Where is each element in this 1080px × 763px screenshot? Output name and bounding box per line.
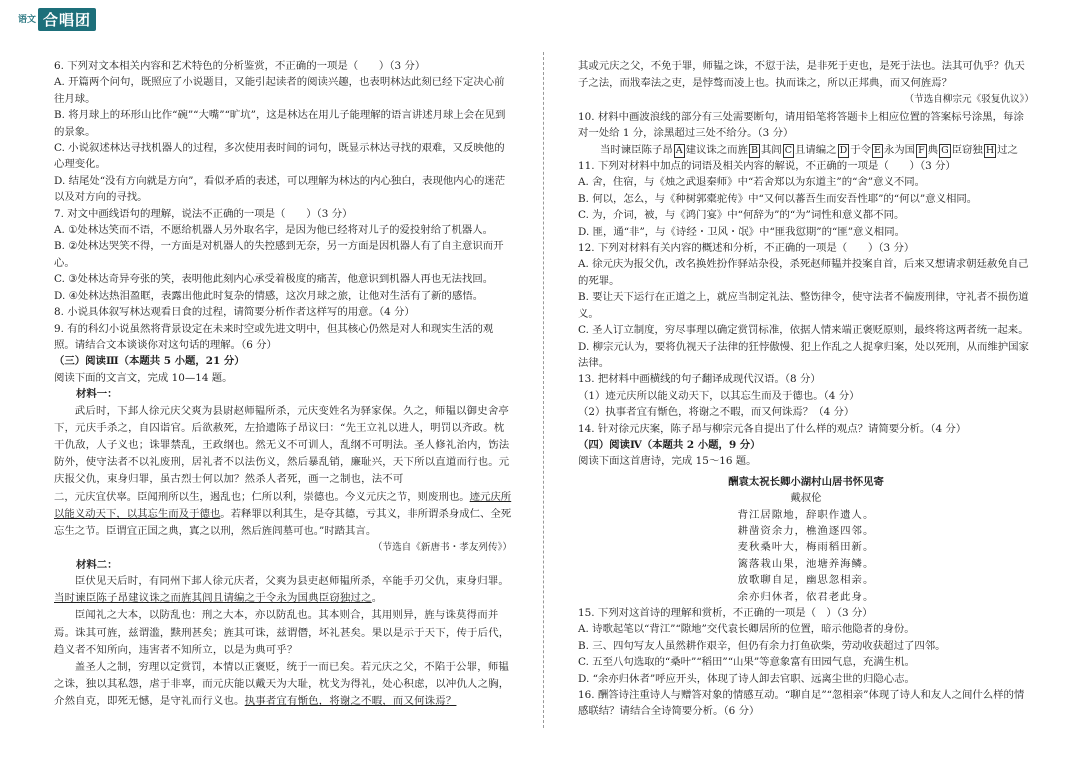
- q10: 10. 材料中画波浪线的部分有三处需要断句，请用铅笔将答题卡上相应位置的答案标号涂黑，每涂对一处给 1 分，涂黑超过三处不给分。（3 分）: [578, 110, 1024, 140]
- q10-mark-a: A: [675, 144, 683, 156]
- q15-option-d: D. “余亦归休者”呼应开头，体现了诗人卸去官职、远离尘世的归隐心志。: [578, 672, 915, 685]
- material-2-text-c: 盖圣人之制，穷理以定赏罚，本情以正褒贬，统于一而已矣。若元庆之父，不陷于公罪，师韫之诛，独以其私怨，虐于非辜，而元庆能以戴天为大耻，枕戈为得礼，处心积虑，以冲仇人之胸，介然自克，即死无憾，是守礼而行义也。: [54, 660, 510, 708]
- q8: 8. 小说具体叙写林达观看日食的过程，请简要分析作者这样写的用意。（4 分）: [54, 306, 415, 319]
- q11-option-a: A. 舍，住宿，与《烛之武退秦师》中“若舍郑以为东道主”的“舍”意义不同。: [578, 176, 926, 189]
- material-2-paragraph-2: 臣闻礼之大本，以防乱也：刑之大本，亦以防乱也。其本则合，其用则异，旌与诛莫得而并焉。诛其可旌，兹谓滥，黩刑甚矣；旌其可诛，兹谓僭，坏礼甚矣。果以是示于天下，传于后代，趋义者不知所向，违害者不知所立，以是为典可乎？: [54, 609, 510, 656]
- q10-seg-8: 臣窃独: [951, 143, 983, 156]
- material-2-text-b: 。: [371, 592, 383, 605]
- q10-seg-5: 于令: [850, 143, 871, 156]
- column-divider: [543, 52, 544, 728]
- q12-option-b: B. 要让天下运行在正道之上，就应当制定礼法、整饬律令，使守法者不偏废刑律，守礼者不损伤道义。: [578, 291, 1029, 320]
- q11-stem: 11. 下列对材料中加点的词语及相关内容的解说，不正确的一项是（ ）（3 分）: [578, 160, 956, 173]
- poem-line: 放歌聊自足，幽思忽相亲。: [737, 574, 875, 587]
- q10-seg-6: 永为国: [883, 143, 916, 156]
- material-1-underline-lead: 迹: [469, 490, 481, 503]
- q6-option-b: B. 将月球上的环形山比作“碗”“大嘴”“旷坑”，这是林达在用儿子能理解的语言讲述月球上会在见到的景象。: [54, 109, 506, 138]
- material-2-paragraph-3: [54, 659, 512, 711]
- q10-mark-c: C: [784, 144, 792, 156]
- q14: 14. 针对徐元庆案，陈子昂与柳宗元各自提出了什么样的观点？请简要分析。（4 分）: [578, 422, 967, 435]
- q10-mark-h: H: [985, 144, 995, 156]
- q15-option-b: B. 三、四句写友人虽然耕作艰辛，但仍有余力打鱼砍柴，劳动收获超过了四邻。: [578, 639, 946, 652]
- q13-part-2: （2）执事者宜有惭色，将谢之不暇，而又何诛焉？（4 分）: [578, 406, 855, 419]
- section-3-heading: （三）阅读Ⅲ（本题共 5 小题，21 分）: [54, 355, 245, 368]
- q10-mark-e: E: [873, 144, 881, 156]
- material-1-source: （节选自《新唐书・孝友列传》）: [372, 542, 512, 554]
- q10-mark-d: D: [839, 144, 848, 156]
- material-2-text-a: 臣伏见天后时，有同州下邽人徐元庆者，父爽为县吏赵师韫所杀，卒能手刃父仇，束身归罪。: [74, 574, 510, 587]
- q6-stem: 6. 下列对文本相关内容和艺术特色的分析鉴赏，不正确的一项是（ ）（3 分）: [54, 60, 426, 72]
- logo-main-text: 合唱团: [38, 8, 96, 31]
- q12-stem: 12. 下列对材料有关内容的概述和分析，不正确的一项是（ ）（3 分）: [578, 242, 915, 255]
- material-2-continuation: 其或元庆之父，不免于罪，师韫之诛，不愆于法，是非死于吏也，是死于法也。法其可仇乎？仇天子之法，而戕奉法之吏，是悖骜而凌上也。执而诛之，所以正邦典，而又何旌焉？: [578, 60, 1025, 90]
- poem-author: 戴叔伦: [790, 492, 822, 505]
- q12-option-d: D. 柳宗元认为，要将仇视天子法律的狂悖傲慢、犯上作乱之人捉拿归案，处以死刑，从而维护国家法律。: [578, 340, 1029, 369]
- q12-option-c: C. 圣人订立制度，穷尽事理以确定赏罚标准，依据人情来端正褒贬原则，最终将这两者统一起来。: [578, 324, 1029, 337]
- poem-line: 麦秋桑叶大，梅雨稻田新。: [737, 541, 875, 554]
- q12-option-a: A. 徐元庆为报父仇，改名换姓扮作驿站杂役，杀死赵师韫并投案自首，后来又想请求朝廷赦免自己的死罪。: [578, 258, 1029, 287]
- material-2-underlined-sentence: 执事者宜有惭色，将谢之不暇，而又何诛焉？: [244, 695, 457, 708]
- material-2-source: （节选自柳宗元《驳复仇议》）: [904, 94, 1034, 106]
- q10-seg-3: 其闾: [760, 143, 782, 156]
- q15-stem: 15. 下列对这首诗的理解和赏析，不正确的一项是（ ）（3 分）: [578, 607, 873, 619]
- q10-seg-9: 过之: [997, 143, 1018, 156]
- q15-option-c: C. 五至八句选取的“桑叶”“稻田”“山果”等意象富有田园气息，充满生机。: [578, 656, 915, 669]
- q7-option-b: B. ②处林达哭笑不得，一方面是对机器人的失控感到无奈，另一方面是因机器人有了自主意识而开心。: [54, 240, 504, 269]
- material-1-text-a: 二，元庆宜伏辜。臣闻刑所以生，遏乱也；仁所以利，崇德也。今义元庆之节，则废刑也。: [54, 490, 470, 503]
- q10-seg-4: 且请编之: [795, 143, 837, 156]
- q6-option-d: D. 结尾处“没有方向就是方向”，看似矛盾的表述，可以理解为林达的内心独白，表现他内心的迷茫以及对方向的寻找。: [54, 174, 506, 204]
- q10-segmentation-line: [578, 142, 1034, 158]
- section-3-intro: 阅读下面的文言文，完成 10—14 题。: [54, 371, 233, 384]
- q7-option-c: C. ③处林达奇异夸张的笑，表明他此刻内心承受着极度的痛苦，他意识到机器人再也无法找回。: [54, 273, 494, 286]
- q13-part-1: （1）迹元庆所以能义动天下，以其忘生而及于德也。（4 分）: [578, 389, 860, 402]
- q6-option-c: C. 小说叙述林达寻找机器人的过程，多次使用表时间的词句，既显示林达寻找的艰难，又反映他的心理变化。: [54, 142, 505, 171]
- q10-seg-2: 建议诛之而旌: [685, 143, 748, 156]
- q11-option-b: B. 何以，怎么，与《种树郭橐驼传》中“又何以蕃吾生而安吾性耶”的“何以”意义相同。: [578, 192, 978, 205]
- q13-stem: 13. 把材料中画横线的句子翻译成现代汉语。（8 分）: [578, 373, 821, 386]
- q6-option-a: A. 开篇两个问句，既照应了小说题目，又能引起读者的阅读兴趣，也表明林达此刻已经下定决心前往月球。: [54, 76, 505, 105]
- q7-stem: 7. 对文中画线语句的理解，说法不正确的一项是（ ）（3 分）: [54, 207, 353, 220]
- q16: 16. 酬答诗注重诗人与赠答对象的情感互动。“聊自足”“忽相亲”体现了诗人和友人之间什么样的情感联结？请结合全诗简要分析。（6 分）: [578, 689, 1025, 718]
- left-column: [54, 58, 512, 711]
- q11-option-c: C. 为，介词，被，与《鸿门宴》中“何辞为”的“为”词性和意义都不同。: [578, 209, 905, 222]
- q10-mark-f: F: [918, 144, 925, 156]
- poem-line: 耕凿资余力，樵渔逐四邻。: [737, 524, 875, 537]
- section-4-heading: （四）阅读Ⅳ（本题共 2 小题，9 分）: [578, 438, 761, 451]
- right-column: [578, 58, 1034, 720]
- poem-line: 背江居隙地，辞职作遗人。: [737, 508, 875, 521]
- poem-line: 余亦归休者，依君老此身。: [737, 590, 875, 603]
- q7-option-a: A. ①处林达笑而不语，不愿给机器人另外取名字，是因为他已经将对儿子的爱投射给了机器人。: [54, 224, 494, 237]
- q7-option-d: D. ④处林达热泪盈眶，表露出他此时复杂的情感，这次月球之旅，让他对生活有了新的感悟。: [54, 289, 484, 302]
- logo: [18, 8, 96, 31]
- q10-mark-b: B: [750, 144, 758, 156]
- section-4-intro: 阅读下面这首唐诗，完成 15～16 题。: [578, 455, 757, 468]
- poem-title: 酬袁太祝长卿小湖村山居书怀见寄: [728, 475, 884, 488]
- q10-mark-g: G: [941, 144, 949, 156]
- q10-seg-1: 当时谏臣陈子昂: [600, 143, 673, 156]
- material-1-paragraph-1: 武后时，下邽人徐元庆父爽为县尉赵师韫所杀，元庆变姓名为驿家保。久之，师韫以御史舍亭下，元庆手杀之，自囚诣官。后欲赦死，左拾遗陈子昂议曰：“先王立礼以进人，明罚以齐政。枕干仇敌，人子义也；诛罪禁乱，王政纲也。然无义不可训人，乱纲不可明法。圣人修礼治内，饬法防外，使守法者不以礼废刑，居礼者不以法伤义，然后暴乱销，廉耻兴，天下所以直道而行也。元庆报父仇，束身归罪，虽古烈士何以加？然杀人者死，画一之制也，法不可: [54, 404, 510, 486]
- material-1-label: 材料一：: [76, 388, 118, 401]
- q10-seg-7: 典: [927, 143, 939, 156]
- q11-option-d: D. 匪，通“非”，与《诗经・卫风・氓》中“匪我愆期”的“匪”意义相同。: [578, 225, 905, 238]
- logo-vertical-text: 语文: [18, 14, 37, 25]
- material-2-paragraph-1: [54, 573, 512, 607]
- material-2-wavy-sentence: 当时谏臣陈子昂建议诛之而旌其闾且请编之于令永为国典臣窃独过之: [54, 592, 372, 605]
- material-1-underlined-sentence: 元庆所以能义动天下，以其忘生而及于德也: [54, 490, 512, 520]
- poem-line: 篱落栽山果，池塘养海鳞。: [737, 557, 875, 570]
- q9: 9. 有的科幻小说虽然将背景设定在未来时空或先进文明中，但其核心仍然是对人和现实生活的观照。请结合文本谈谈你对这句话的理解。（6 分）: [54, 322, 494, 351]
- material-2-label: 材料二：: [76, 558, 118, 571]
- material-1-text-b: 。若释罪以利其生，是夺其德，亏其义，非所谓杀身成仁、全死忘生之节。臣谓宜正国之典，寘之以刑，然后旌闾墓可也。”时踏其言。: [54, 507, 512, 537]
- material-1-paragraph-2: [54, 489, 512, 541]
- q15-option-a: A. 诗歌起笔以“背江”“隙地”交代袁长卿居所的位置，暗示他隐者的身份。: [578, 623, 915, 636]
